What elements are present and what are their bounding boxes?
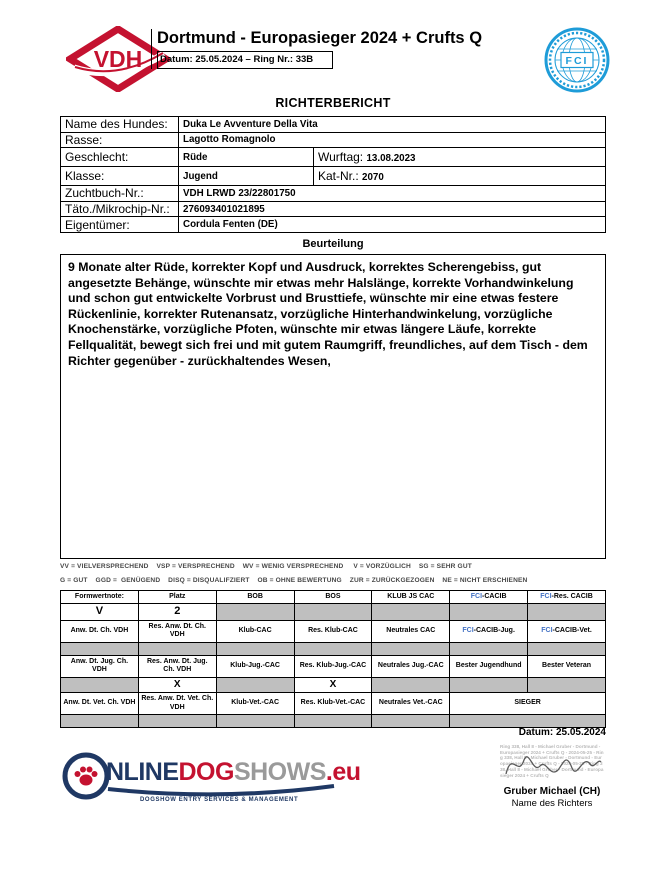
- event-title: Dortmund - Europasieger 2024 + Crufts Q: [157, 29, 483, 47]
- judge-name: Gruber Michael (CH): [503, 786, 601, 797]
- result-value-cell: [372, 677, 450, 693]
- result-value-cell: [216, 604, 294, 621]
- result-header-cell: [528, 620, 606, 642]
- evaluation-heading: Beurteilung: [302, 238, 364, 250]
- fci-logo: [543, 26, 611, 94]
- result-header-cell: BOS: [294, 591, 372, 604]
- result-header-cell: [528, 591, 606, 604]
- result-value-cell: [372, 642, 450, 655]
- result-header-cell: Klub-Jug.-CAC: [216, 655, 294, 677]
- result-value-cell: [450, 677, 528, 693]
- result-header-cell: Klub-Vet.-CAC: [216, 693, 294, 715]
- results-value-row: [61, 677, 606, 693]
- results-label-row: [61, 620, 606, 642]
- result-value-cell: [216, 677, 294, 693]
- results-value-row: [61, 715, 606, 728]
- result-header-cell-sieger: SIEGER: [450, 693, 606, 715]
- result-header-cell: Res. Klub-Vet.-CAC: [294, 693, 372, 715]
- result-value-cell: [294, 715, 372, 728]
- table-row: [61, 186, 606, 202]
- result-value-cell: [372, 715, 450, 728]
- field-label: Klasse:: [61, 167, 179, 186]
- field-cat-number: [314, 167, 606, 186]
- result-value-place: 2: [138, 604, 216, 621]
- grade-legend-line-2: G = GUT GGD = GENÜGEND DISQ = DISQUALIFZIERT OB = OHNE BEWERTUNG ZUR = ZURÜCKGEZOGEN NE = NICHT ERSCHIENEN: [60, 577, 528, 584]
- results-header-row: [61, 591, 606, 604]
- signature-watermark-text: Ring 338, Hall 8 - Michael Gruber - Dortmund - Europasieger 2024 + Crufts Q - 2024-05-25 - Ring 338, Hall 8 - Michael Gruber - Dortmund - Europasieger 2024 + Crufts Q - 2024-05-25 - Ring 338, Hall 8 - Michael Gruber - Dortmund - Europasieger 2024 + Crufts Q: [500, 744, 604, 778]
- result-value-cell: [450, 715, 606, 728]
- field-value-birthdate: 13.08.2023: [366, 153, 416, 165]
- results-value-row: [61, 642, 606, 655]
- result-value-cell: [528, 642, 606, 655]
- ods-eu: .eu: [325, 758, 361, 786]
- result-value-cell: [216, 642, 294, 655]
- result-header-cell: Neutrales Vet.-CAC: [372, 693, 450, 715]
- onlinedogshows-logo: [62, 750, 361, 810]
- judge-signature-block: [492, 744, 612, 809]
- result-value-cell: [294, 604, 372, 621]
- results-label-row: [61, 693, 606, 715]
- table-row: [61, 167, 606, 186]
- result-header-cell: Bester Veteran: [528, 655, 606, 677]
- event-date-ring: Datum: 25.05.2024 – Ring Nr.: 33B: [157, 51, 333, 69]
- field-label: Kat-Nr.:: [318, 169, 363, 184]
- field-value-owner: Cordula Fenten (DE): [179, 217, 606, 233]
- paw-circle-icon: [62, 752, 110, 800]
- signature-image: [500, 744, 604, 784]
- ods-shows: SHOWS: [233, 758, 326, 786]
- results-value-row: [61, 604, 606, 621]
- table-row: [61, 132, 606, 148]
- result-header-cell: Res. Klub-Jug.-CAC: [294, 655, 372, 677]
- svg-text:FCI: FCI: [565, 55, 589, 67]
- field-value-microchip: 276093401021895: [179, 201, 606, 217]
- field-label: Eigentümer:: [61, 217, 179, 233]
- footer-date: Datum: 25.05.2024: [518, 727, 606, 738]
- field-label: Zuchtbuch-Nr.:: [61, 186, 179, 202]
- result-header-cell: Res. Anw. Dt. Vet. Ch. VDH: [138, 693, 216, 715]
- result-header-cell: Formwertnote:: [61, 591, 139, 604]
- result-header-cell: Res. Klub-CAC: [294, 620, 372, 642]
- table-row: [61, 148, 606, 167]
- result-value-cell: [528, 677, 606, 693]
- result-header-label: -Res. CACIB: [551, 592, 593, 600]
- result-value-cell: [372, 604, 450, 621]
- svg-text:VDH: VDH: [93, 46, 143, 72]
- result-header-cell: Res. Anw. Dt. Jug. Ch. VDH: [138, 655, 216, 677]
- result-header-cell: Anw. Dt. Ch. VDH: [61, 620, 139, 642]
- result-value-cell: [61, 677, 139, 693]
- ods-tagline: DOGSHOW ENTRY SERVICES & MANAGEMENT: [140, 797, 299, 803]
- ods-dog: DOG: [178, 758, 234, 786]
- result-header-label: -CACIB-Jug.: [473, 626, 515, 634]
- table-row: [61, 201, 606, 217]
- page-title: RICHTERBERICHT: [275, 96, 391, 110]
- result-header-cell: Neutrales CAC: [372, 620, 450, 642]
- result-value-cell: [528, 604, 606, 621]
- judge-role-label: Name des Richters: [511, 798, 593, 809]
- swoosh-icon: [106, 784, 336, 798]
- evaluation-text-box: 9 Monate alter Rüde, korrekter Kopf und Ausdruck, korrektes Scherengebiss, gut angesetzte Behänge, wünschte mir etwas mehr Halslänge, korrekte Vorhandwinkelung und schon gut entwickelte Vorbrust und Brusttiefe, wünschte mir eine etwas festere Rückenlinie, korrekter Rutenansatz, vorzügliche Hinterhandwinkelung, vorzügliche Knochenstärke, vorzügliche Pfoten, wünschte mir etwas längere Läufe, korrekte Fellqualität, bewegt sich frei und mit gutem Raumgriff, freundliches, auf dem Tisch - dem Richter gegenüber - zurückhaltendes Wesen,: [60, 254, 606, 559]
- grade-legend-line-1: VV = VIELVERSPRECHEND VSP = VERSPRECHEND WV = WENIG VERSPRECHEND V = VORZÜGLICH SG = SEHR GUT: [60, 563, 472, 570]
- field-value-breed: Lagotto Romagnolo: [179, 132, 606, 148]
- result-value-cell: [138, 715, 216, 728]
- field-birthdate: [314, 148, 606, 167]
- result-header-cell: Neutrales Jug.-CAC: [372, 655, 450, 677]
- event-header: [151, 29, 482, 69]
- result-header-cell: KLUB JS CAC: [372, 591, 450, 604]
- results-label-row: [61, 655, 606, 677]
- result-header-cell: [450, 620, 528, 642]
- result-header-cell: BOB: [216, 591, 294, 604]
- fci-prefix: FCI: [462, 626, 474, 634]
- field-value-studbook: VDH LRWD 23/22801750: [179, 186, 606, 202]
- result-header-cell: Res. Anw. Dt. Ch. VDH: [138, 620, 216, 642]
- field-label: Name des Hundes:: [61, 117, 179, 133]
- result-value-cell: [138, 642, 216, 655]
- result-value-cell: [294, 642, 372, 655]
- field-label: Rasse:: [61, 132, 179, 148]
- field-label: Geschlecht:: [61, 148, 179, 167]
- result-header-label: -CACIB: [482, 592, 507, 600]
- result-value-cell: [61, 642, 139, 655]
- result-header-label: -CACIB-Vet.: [552, 626, 592, 634]
- table-row: [61, 117, 606, 133]
- signature-squiggle-icon: [500, 744, 604, 784]
- result-value-cell: [450, 642, 528, 655]
- table-row: [61, 217, 606, 233]
- result-header-cell: Anw. Dt. Jug. Ch. VDH: [61, 655, 139, 677]
- result-value-cell: [61, 715, 139, 728]
- fci-prefix: FCI: [470, 592, 483, 600]
- field-value-class: Jugend: [179, 167, 314, 186]
- result-value-grade: V: [61, 604, 139, 621]
- field-value-cat-number: 2070: [362, 172, 384, 184]
- field-value-sex: Rüde: [179, 148, 314, 167]
- results-table: [60, 590, 606, 728]
- fci-prefix: FCI: [541, 626, 553, 634]
- dog-info-table: [60, 116, 606, 233]
- result-value-res-jug-ch: X: [138, 677, 216, 693]
- result-header-cell: Anw. Dt. Vet. Ch. VDH: [61, 693, 139, 715]
- result-header-cell: Bester Jugendhund: [450, 655, 528, 677]
- result-header-cell: Platz: [138, 591, 216, 604]
- ods-nline: NLINE: [106, 758, 179, 786]
- result-header-cell: [450, 591, 528, 604]
- field-value-dog-name: Duka Le Avventure Della Vita: [179, 117, 606, 133]
- ods-wordmark: [106, 758, 361, 787]
- field-label: Täto./Mikrochip-Nr.:: [61, 201, 179, 217]
- fci-globe-icon: [543, 26, 611, 94]
- field-label: Wurftag:: [318, 150, 367, 165]
- result-value-cell: [216, 715, 294, 728]
- result-header-cell: Klub-CAC: [216, 620, 294, 642]
- fci-prefix: FCI: [540, 592, 552, 600]
- result-value-res-klub-jug-cac: X: [294, 677, 372, 693]
- result-value-cell: [450, 604, 528, 621]
